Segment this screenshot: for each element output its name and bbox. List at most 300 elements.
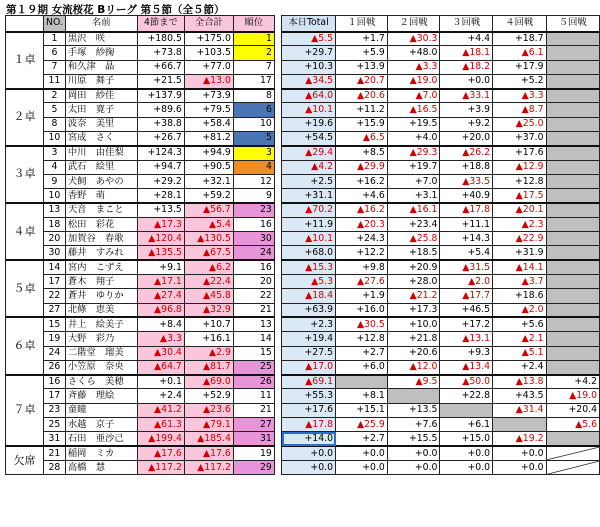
round-4-score: ▲13.8 [493,375,546,389]
round-1-score: +15.9 [336,117,388,131]
rank-value: 12 [233,174,274,188]
round-4-score: +12.8 [493,174,546,188]
today-total: ▲4.2 [282,160,336,174]
round-5-empty [546,332,600,346]
table-row [6,60,275,74]
round-4-score: +17.6 [493,146,546,160]
score-before4: +0.1 [137,375,184,389]
round-4-score: ▲3.3 [493,89,546,103]
round-1-score: +8.1 [336,389,388,403]
round-3-score: +5.4 [440,246,493,260]
player-name: 手塚 紗掬 [65,46,137,60]
score-before4: +66.7 [137,60,184,74]
score-before4: +73.8 [137,46,184,60]
header-round-4: ４回戦 [493,16,546,32]
round-3-score: +0.0 [440,460,493,474]
round-3-score: ▲18.2 [440,60,493,74]
score-total: ▲32.9 [184,303,233,317]
table-group-label: ３卓 [6,146,44,203]
score-before4: ▲120.4 [137,232,184,246]
round-2-score: +3.1 [387,189,440,203]
player-no: 24 [44,346,66,360]
round-2-score: ▲16.1 [387,203,440,217]
score-before4: +38.8 [137,117,184,131]
round-1-score: +0.0 [336,460,388,474]
table-row [6,346,275,360]
round-1-score: +6.0 [336,360,388,374]
round-2-score: ▲25.8 [387,232,440,246]
player-no: 21 [44,446,66,460]
round-1-score: +9.8 [336,260,388,274]
round-2-score: +10.0 [387,317,440,331]
table-row [6,46,275,60]
score-before4: ▲27.4 [137,289,184,303]
player-name: 天音 まこと [65,203,137,217]
score-total: ▲130.5 [184,232,233,246]
table-row [282,217,600,231]
round-2-score: +0.0 [387,446,440,460]
table-row [6,389,275,403]
table-row [6,132,275,146]
table-row [282,432,600,446]
today-total: ▲10.1 [282,232,336,246]
player-name: 太田 寛子 [65,103,137,117]
rank-value: 13 [233,317,274,331]
round-5-empty [546,303,600,317]
table-row [6,189,275,203]
score-total: +90.5 [184,160,233,174]
standings-header-row [6,16,275,32]
player-no: 8 [44,117,66,131]
today-total: ▲17.8 [282,418,336,432]
today-total: +29.7 [282,46,336,60]
rank-value: 22 [233,289,274,303]
today-total: +2.3 [282,317,336,331]
round-1-score: +2.7 [336,432,388,446]
table-row [282,189,600,203]
table-row [6,246,275,260]
today-total: ▲17.0 [282,360,336,374]
header-round-2: ２回戦 [387,16,440,32]
score-before4: +8.4 [137,317,184,331]
round-1-score: ▲20.3 [336,217,388,231]
header-total: 全合計 [184,16,233,32]
score-before4: ▲41.2 [137,403,184,417]
round-2-score: +18.5 [387,246,440,260]
round-5-empty [546,174,600,188]
round-3-score: ▲17.8 [440,203,493,217]
round-3-score: +40.9 [440,189,493,203]
today-total[interactable]: +14.0 [282,432,336,446]
today-total: ▲64.0 [282,89,336,103]
player-name: 川原 舞子 [65,74,137,88]
standings-table [5,15,275,475]
player-name: 水越 京子 [65,418,137,432]
rank-value: 24 [233,246,274,260]
player-name: 斉藤 理絵 [65,389,137,403]
today-total: +19.4 [282,332,336,346]
table-row [282,32,600,46]
round-3-score: +9.2 [440,117,493,131]
player-no: 22 [44,289,66,303]
player-no: 15 [44,317,66,331]
round-2-score: +4.0 [387,132,440,146]
round-5-empty [546,346,600,360]
round-1-score: +2.7 [336,346,388,360]
today-total: +19.6 [282,117,336,131]
today-total: +68.0 [282,246,336,260]
round-2-score: ▲19.0 [387,74,440,88]
score-before4: +28.1 [137,189,184,203]
table-row [6,303,275,317]
table-row [6,332,275,346]
table-row [282,360,600,374]
score-total: ▲6.2 [184,260,233,274]
table-group-label: １卓 [6,32,44,89]
round-1-score: +8.5 [336,146,388,160]
player-no: 10 [44,189,66,203]
round-1-score: +4.6 [336,189,388,203]
score-before4: ▲17.1 [137,275,184,289]
score-before4: +21.5 [137,74,184,88]
rank-value: 10 [233,117,274,131]
table-row [282,117,600,131]
round-2-score: +28.0 [387,275,440,289]
round-2-score: +20.6 [387,346,440,360]
table-row [6,160,275,174]
score-total: +59.2 [184,189,233,203]
round-1-score: +12.8 [336,332,388,346]
score-total: +103.5 [184,46,233,60]
round-4-score: ▲25.0 [493,117,546,131]
rank-value: 6 [233,103,274,117]
round-3-score: +46.5 [440,303,493,317]
round-2-score: +20.9 [387,260,440,274]
today-total: ▲29.4 [282,146,336,160]
player-name: 和久津 晶 [65,60,137,74]
today-total: ▲34.5 [282,74,336,88]
rank-value: 4 [233,160,274,174]
table-row [6,432,275,446]
round-5-empty [546,246,600,260]
round-5-empty [546,360,600,374]
round-3-score: ▲50.0 [440,375,493,389]
round-2-score: ▲16.5 [387,103,440,117]
table-row [282,103,600,117]
rank-value: 25 [233,360,274,374]
table-row [6,375,275,389]
round-2-score: +21.8 [387,332,440,346]
round-1-score: ▲6.5 [336,132,388,146]
header-today-total: 本日Total [282,16,336,32]
round-1-score: +16.0 [336,303,388,317]
round-5-empty [546,232,600,246]
round-3-score: ▲13.4 [440,360,493,374]
player-no: 6 [44,46,66,60]
round-2-score: +15.5 [387,432,440,446]
round-5-empty [546,189,600,203]
round-5-empty [546,160,600,174]
round-2-score: ▲3.3 [387,60,440,74]
table-row [6,403,275,417]
round-1-score: ▲27.6 [336,275,388,289]
today-total: +2.5 [282,174,336,188]
rank-value: 2 [233,46,274,60]
player-no: 16 [44,375,66,389]
player-name: 宮成 さく [65,132,137,146]
round-1-score: +1.9 [336,289,388,303]
table-row [6,446,275,460]
round-2-score: +17.3 [387,303,440,317]
round-4-score: ▲2.1 [493,332,546,346]
table-row [6,174,275,188]
round-1-score: ▲25.9 [336,418,388,432]
score-before4: ▲117.2 [137,460,184,474]
round-2-score: ▲7.0 [387,89,440,103]
score-before4: ▲135.5 [137,246,184,260]
round-3-score: +9.3 [440,346,493,360]
round-1-score: +1.7 [336,32,388,46]
table-row [6,32,275,46]
rank-value: 21 [233,403,274,417]
player-name: 松田 彩花 [65,217,137,231]
round-3-score: +14.3 [440,232,493,246]
today-total: +27.5 [282,346,336,360]
round-4-score: +43.5 [493,389,546,403]
round-5-empty [546,217,600,231]
round-5-score: ▲5.6 [546,418,600,432]
round-4-score: ▲31.4 [493,403,546,417]
round-4-score: +2.4 [493,360,546,374]
round-4-score: +17.9 [493,60,546,74]
table-row [6,117,275,131]
header-no: NO. [44,16,66,32]
round-4-score: ▲14.1 [493,260,546,274]
table-row [6,217,275,231]
table-row [282,403,600,417]
table-row [282,232,600,246]
table-row [6,203,275,217]
today-total: +54.5 [282,132,336,146]
round-4-score: +5.6 [493,317,546,331]
round-4-score: +18.6 [493,289,546,303]
table-row [282,460,600,474]
header-rank: 順位 [233,16,274,32]
table-row [282,346,600,360]
round-2-score: ▲29.3 [387,146,440,160]
round-2-score: +19.7 [387,160,440,174]
score-total: +81.2 [184,132,233,146]
table-group-label: 欠席 [6,446,44,475]
round-4-score: ▲19.2 [493,432,546,446]
score-total: +73.9 [184,89,233,103]
table-row [282,246,600,260]
rank-value: 20 [233,275,274,289]
round-5-score: ▲19.0 [546,389,600,403]
player-name: 宮内 こずえ [65,260,137,274]
player-name: 蒼木 翔子 [65,275,137,289]
player-no: 18 [44,217,66,231]
table-row [6,289,275,303]
round-3-score: +15.0 [440,432,493,446]
today-total: +0.0 [282,446,336,460]
score-before4: ▲61.3 [137,418,184,432]
rank-value: 19 [233,446,274,460]
round-5-empty [546,146,600,160]
player-no: 5 [44,103,66,117]
table-row [282,46,600,60]
table-row [6,146,275,160]
header-before4: 4節まで [137,16,184,32]
player-no: 17 [44,275,66,289]
round-2-score: +19.5 [387,117,440,131]
score-total: +16.1 [184,332,233,346]
table-row [6,360,275,374]
round-1-score: ▲29.9 [336,160,388,174]
round-5-score: +20.4 [546,403,600,417]
today-total: ▲15.3 [282,260,336,274]
player-name: 童瞳 [65,403,137,417]
round-4-score: ▲3.7 [493,275,546,289]
table-row [282,389,600,403]
score-total: ▲45.8 [184,289,233,303]
round-1-empty [336,375,388,389]
round-4-score: ▲6.1 [493,46,546,60]
score-total: +175.0 [184,32,233,46]
score-before4: +29.2 [137,174,184,188]
round-3-score: +3.9 [440,103,493,117]
player-name: 高橋 慧 [65,460,137,474]
round-2-score: ▲9.5 [387,375,440,389]
table-row [282,174,600,188]
score-total: +32.1 [184,174,233,188]
rank-value: 15 [233,346,274,360]
table-row [282,60,600,74]
rank-value: 14 [233,332,274,346]
round-5-empty [546,103,600,117]
score-total: ▲69.0 [184,375,233,389]
round-5-empty [546,74,600,88]
player-no: 4 [44,160,66,174]
table-row [6,74,275,88]
round-5-empty [546,203,600,217]
score-before4: ▲30.4 [137,346,184,360]
round-4-score: ▲2.0 [493,303,546,317]
score-total: ▲67.5 [184,246,233,260]
player-no: 20 [44,232,66,246]
rank-value: 9 [233,189,274,203]
rank-value: 21 [233,303,274,317]
score-before4: ▲17.6 [137,446,184,460]
round-3-score: ▲33.1 [440,89,493,103]
page-title: 第１９期 女流桜花 Bリーグ 第５節（全５節） [6,4,225,16]
round-5-empty [546,89,600,103]
header-round-1: １回戦 [336,16,388,32]
score-total: ▲81.7 [184,360,233,374]
round-3-score: +17.2 [440,317,493,331]
today-total: ▲10.1 [282,103,336,117]
round-3-score: +0.0 [440,74,493,88]
rank-value: 17 [233,74,274,88]
rank-value: 16 [233,217,274,231]
round-4-empty [493,418,546,432]
score-before4: ▲96.8 [137,303,184,317]
player-name: 黒沢 咲 [65,32,137,46]
score-before4: +2.4 [137,389,184,403]
round-4-score: ▲22.9 [493,232,546,246]
results-header-row [282,16,600,32]
table-row [6,232,275,246]
score-before4: ▲64.7 [137,360,184,374]
rank-value: 8 [233,89,274,103]
round-2-score: ▲30.3 [387,32,440,46]
table-row [6,89,275,103]
score-total: +94.9 [184,146,233,160]
table-group-label: ４卓 [6,203,44,260]
score-total: +10.7 [184,317,233,331]
round-4-score: ▲8.7 [493,103,546,117]
player-name: 稲岡 ミカ [65,446,137,460]
rank-value: 29 [233,460,274,474]
rank-value: 16 [233,260,274,274]
header-group [6,16,44,32]
header-round-5: ５回戦 [546,16,600,32]
today-total: +10.3 [282,60,336,74]
table-row [282,332,600,346]
round-1-score: ▲20.6 [336,89,388,103]
round-3-empty [440,403,493,417]
today-total: ▲70.2 [282,203,336,217]
round-4-score: +0.0 [493,460,546,474]
rank-value: 27 [233,418,274,432]
table-row [282,74,600,88]
round-3-score: +20.0 [440,132,493,146]
table-group-label: ６卓 [6,317,44,374]
table-row [282,418,600,432]
round-5-empty [546,117,600,131]
round-4-score: +18.7 [493,32,546,46]
player-no: 1 [44,32,66,46]
rank-value: 11 [233,389,274,403]
player-no: 30 [44,246,66,260]
player-no: 13 [44,203,66,217]
round-5-empty [546,60,600,74]
score-before4: ▲17.3 [137,217,184,231]
round-5-empty [546,460,600,474]
score-before4: +124.3 [137,146,184,160]
round-1-score: +12.2 [336,246,388,260]
round-3-score: +6.1 [440,418,493,432]
today-total: +17.6 [282,403,336,417]
round-3-score: ▲26.2 [440,146,493,160]
results-table [281,15,600,475]
player-name: 石田 亜沙己 [65,432,137,446]
round-3-score: ▲31.5 [440,260,493,274]
player-no: 31 [44,432,66,446]
round-3-score: +22.8 [440,389,493,403]
round-4-score: ▲12.9 [493,160,546,174]
table-row [282,160,600,174]
player-no: 9 [44,174,66,188]
rank-value: 23 [233,203,274,217]
player-name: 二階堂 瑠美 [65,346,137,360]
score-total: ▲2.9 [184,346,233,360]
table-row [282,146,600,160]
player-no: 27 [44,303,66,317]
header-name: 名前 [65,16,137,32]
slash-icon [547,447,600,460]
round-5-empty [546,46,600,60]
